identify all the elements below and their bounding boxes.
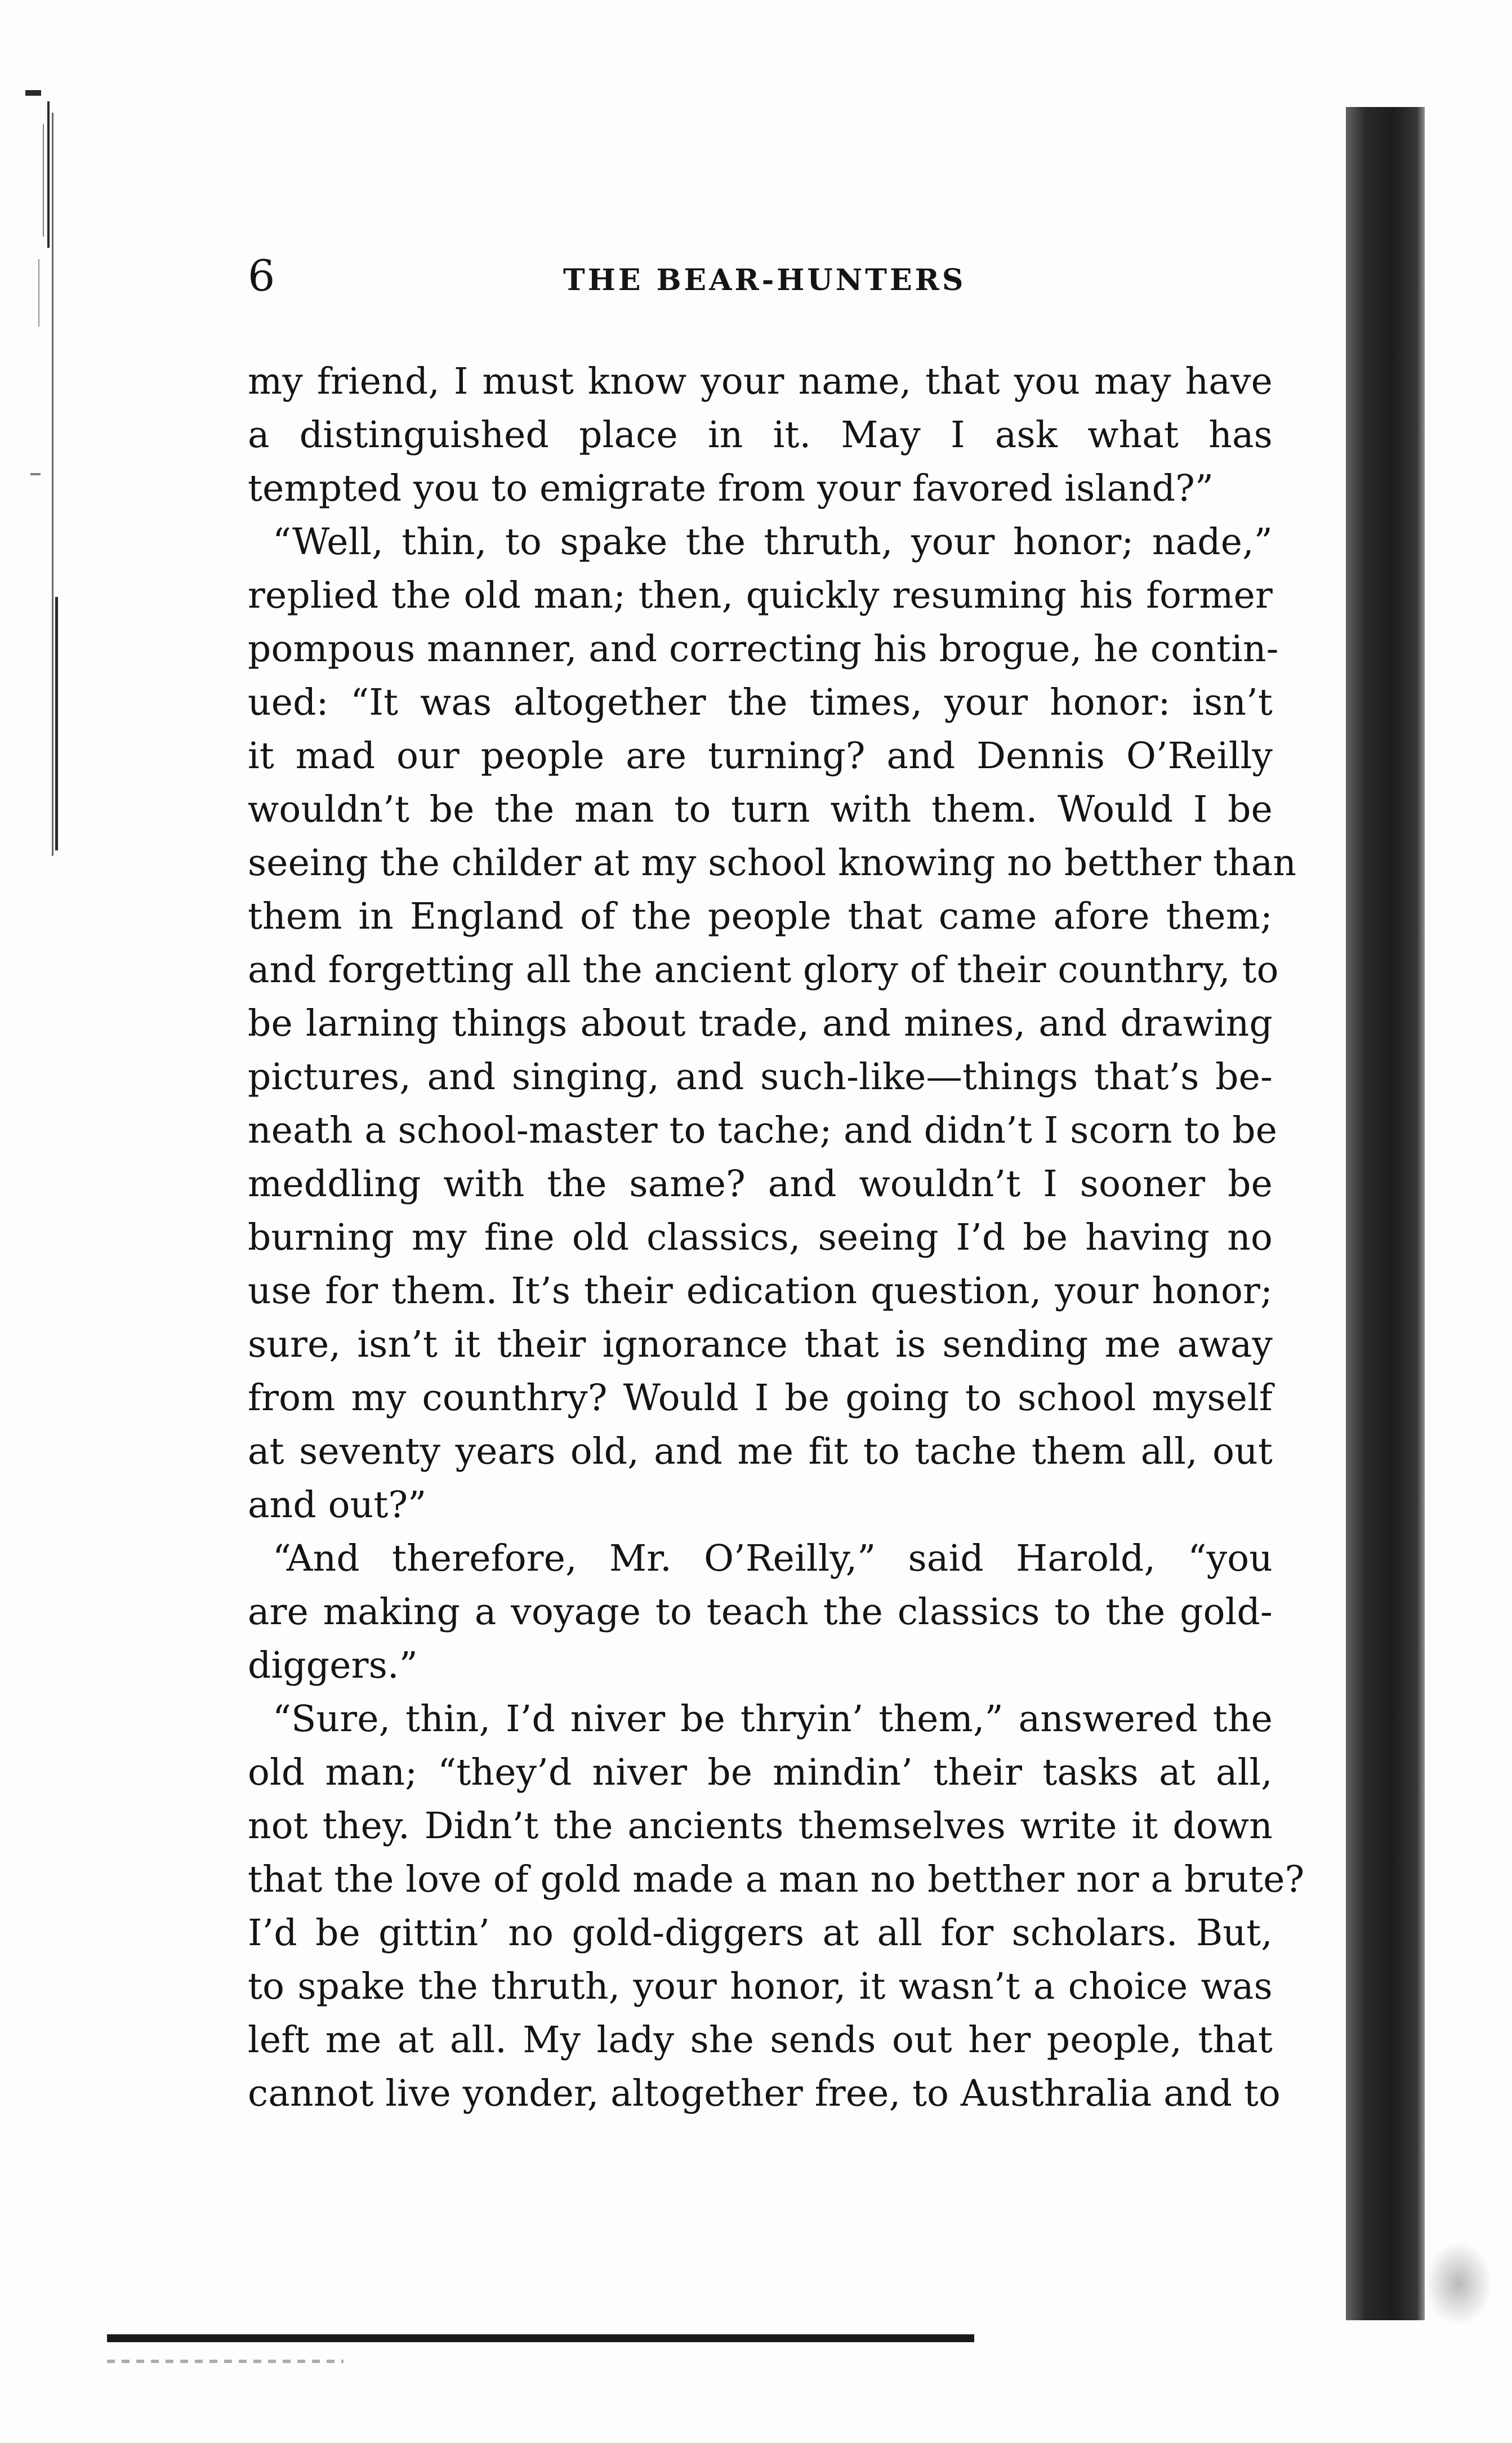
text-line: pompous manner, and correcting his brogue, he contin- (248, 628, 1279, 670)
running-title: THE BEAR-HUNTERS (563, 263, 966, 297)
text-line: meddling with the same? and wouldn’t I sooner be (248, 1163, 1273, 1205)
text-line: “And therefore, Mr. O’Reilly,” said Harold, “you (273, 1537, 1273, 1580)
bottom-rule-faint (107, 2360, 344, 2363)
text-line: I’d be gittin’ no gold-diggers at all for scholars. But, (248, 1912, 1273, 1954)
text-line: that the love of gold made a man no betther nor a brute? (248, 1858, 1305, 1901)
binding-shadow-strip (1346, 107, 1425, 2320)
text-line: a distinguished place in it. May I ask what has (248, 414, 1273, 456)
text-line: at seventy years old, and me fit to tache them all, out (248, 1430, 1273, 1473)
text-line: my friend, I must know your name, that you may have (248, 360, 1273, 403)
body-text (248, 355, 1305, 2120)
text-line: ued: “It was altogether the times, your honor: isn’t (248, 681, 1273, 724)
text-line: sure, isn’t it their ignorance that is sending me away (248, 1323, 1273, 1366)
text-line: it mad our people are turning? and Dennis O’Reilly (248, 735, 1273, 777)
text-line: diggers.” (248, 1644, 418, 1687)
text-line: seeing the childer at my school knowing no betther than (248, 842, 1297, 884)
text-line: to spake the thruth, your honor, it wasn’t a choice was (248, 1965, 1273, 2008)
text-line: wouldn’t be the man to turn with them. Would I be (248, 788, 1273, 831)
text-line: “Well, thin, to spake the thruth, your honor; nade,” (273, 521, 1273, 563)
text-line: “Sure, thin, I’d niver be thryin’ them,” answered the (273, 1698, 1273, 1740)
text-line: and forgetting all the ancient glory of their counthry, to (248, 949, 1279, 991)
text-line: be larning things about trade, and mines, and drawing (248, 1002, 1273, 1045)
text-line: not they. Didn’t the ancients themselves write it down (248, 1805, 1273, 1847)
text-line: pictures, and singing, and such-like—things that’s be- (248, 1056, 1273, 1098)
text-line: them in England of the people that came afore them; (248, 895, 1273, 938)
text-line: replied the old man; then, quickly resuming his former (248, 574, 1273, 617)
scan-edge-marks (23, 90, 65, 1002)
text-line: tempted you to emigrate from your favored island?” (248, 467, 1214, 510)
text-line: use for them. It’s their edication question, your honor; (248, 1270, 1273, 1312)
page-number: 6 (248, 251, 276, 301)
text-line: burning my fine old classics, seeing I’d be having no (248, 1216, 1273, 1259)
text-line: cannot live yonder, altogether free, to Austhralia and to (248, 2072, 1281, 2115)
page-edge-smudge (1425, 2241, 1492, 2326)
text-line: old man; “they’d niver be mindin’ their tasks at all, (248, 1751, 1273, 1794)
text-line: are making a voyage to teach the classics to the gold- (248, 1591, 1273, 1633)
text-line: neath a school-master to tache; and didn’t I scorn to be (248, 1109, 1278, 1152)
text-line: and out?” (248, 1484, 427, 1526)
bottom-rule (107, 2334, 974, 2342)
text-line: from my counthry? Would I be going to school myself (248, 1377, 1273, 1419)
text-line: left me at all. My lady she sends out her people, that (248, 2019, 1273, 2061)
